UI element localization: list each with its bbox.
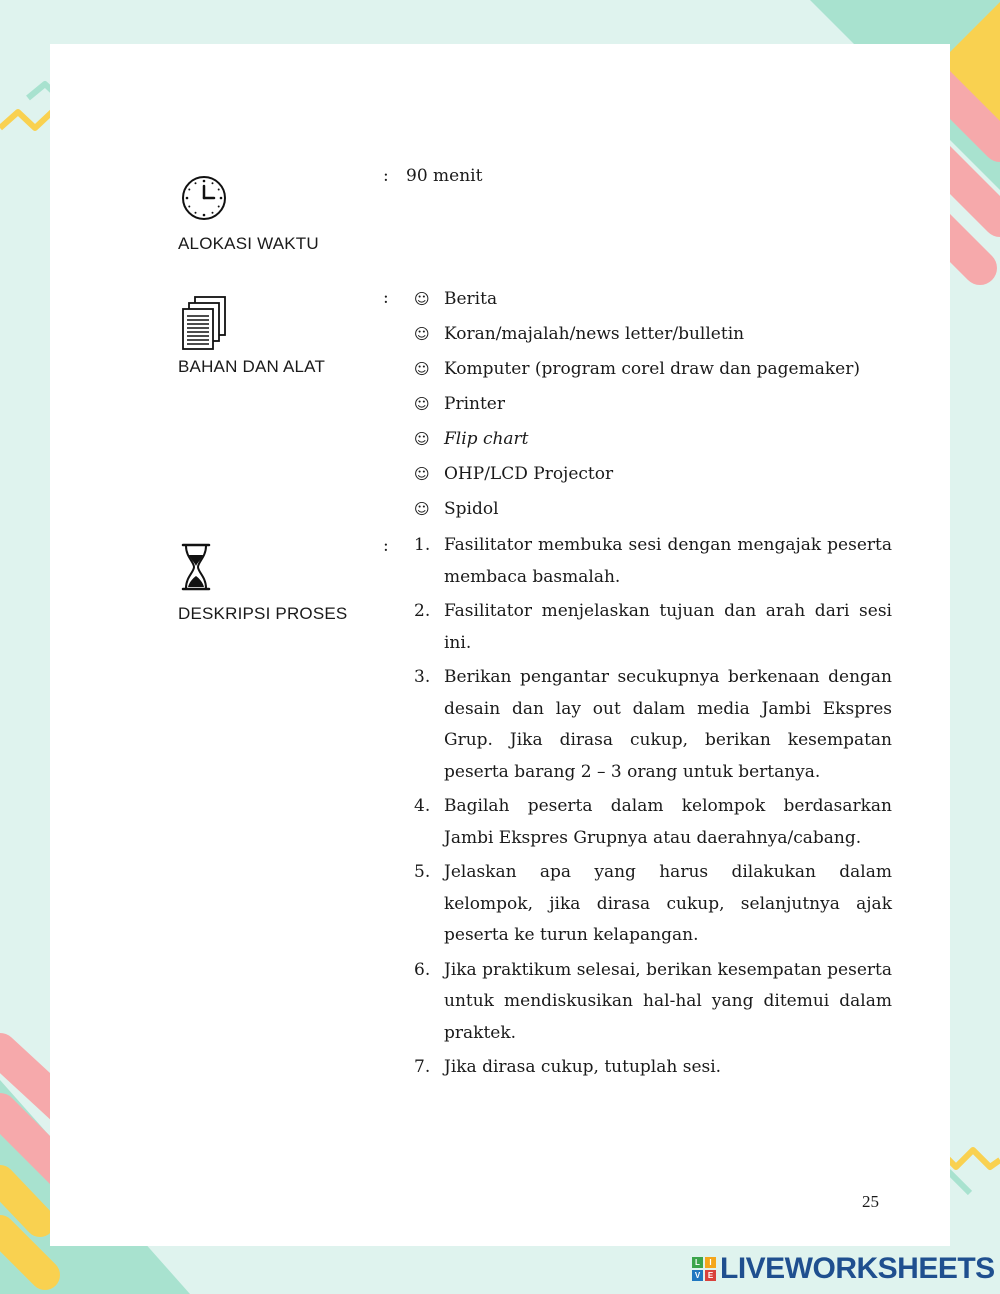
list-item bbox=[414, 596, 892, 659]
smiley-bullet-icon: ☺ bbox=[414, 430, 430, 448]
bahan-list bbox=[414, 288, 894, 533]
bahan-item: OHP/LCD Projector bbox=[444, 464, 614, 484]
bahan-item: Berita bbox=[444, 289, 498, 309]
bahan-item: Komputer (program corel draw dan pagemaker) bbox=[444, 359, 860, 379]
step-text: Fasilitator membuka sesi dengan mengajak peserta membaca basmalah. bbox=[444, 535, 892, 587]
list-item bbox=[414, 662, 892, 788]
bahan-colon: : bbox=[383, 288, 389, 308]
deskripsi-colon: : bbox=[383, 536, 389, 556]
liveworksheets-logo[interactable] bbox=[692, 1252, 995, 1286]
step-number: 1. bbox=[414, 535, 431, 555]
logo-letter: V bbox=[692, 1270, 703, 1281]
alokasi-value: 90 menit bbox=[406, 166, 483, 186]
step-number: 7. bbox=[414, 1057, 431, 1077]
step-number: 3. bbox=[414, 667, 431, 687]
list-item bbox=[414, 358, 894, 393]
logo-letter: L bbox=[692, 1257, 703, 1268]
liveworksheets-logo-icon bbox=[692, 1257, 716, 1281]
smiley-bullet-icon: ☺ bbox=[414, 465, 430, 483]
logo-letter: E bbox=[705, 1270, 716, 1281]
bahan-item: Spidol bbox=[444, 499, 499, 519]
bahan-item: Flip chart bbox=[444, 429, 529, 449]
list-item bbox=[414, 323, 894, 358]
list-item bbox=[414, 955, 892, 1050]
list-item bbox=[414, 530, 892, 593]
step-number: 6. bbox=[414, 959, 431, 980]
list-item bbox=[414, 428, 894, 463]
list-item bbox=[414, 498, 894, 533]
list-item bbox=[414, 393, 894, 428]
smiley-bullet-icon: ☺ bbox=[414, 290, 430, 308]
smiley-bullet-icon: ☺ bbox=[414, 360, 430, 378]
step-text: Berikan pengantar secukupnya berkenaan dengan desain dan lay out dalam media Jambi Ekspres Grup. Jika dirasa cukup, berikan kesempatan peserta barang 2 – 3 orang untuk bertanya. bbox=[444, 667, 892, 782]
bahan-item: Koran/majalah/news letter/bulletin bbox=[444, 324, 745, 344]
step-number: 5. bbox=[414, 862, 431, 882]
deskripsi-proses-label: DESKRIPSI PROSES bbox=[178, 604, 348, 623]
list-item bbox=[414, 463, 894, 498]
list-item bbox=[414, 791, 892, 854]
step-text: Jika dirasa cukup, tutuplah sesi. bbox=[444, 1057, 722, 1077]
logo-letter: I bbox=[705, 1257, 716, 1268]
list-item bbox=[414, 857, 892, 952]
liveworksheets-wordmark: LIVEWORKSHEETS bbox=[720, 1252, 995, 1285]
list-item bbox=[414, 288, 894, 323]
step-text: Jelaskan apa yang harus dilakukan dalam kelompok, jika dirasa cukup, selanjutnya ajak peserta ke turun kelapangan. bbox=[444, 862, 892, 945]
smiley-bullet-icon: ☺ bbox=[414, 395, 430, 413]
clock-icon bbox=[180, 174, 228, 222]
step-text: Bagilah peserta dalam kelompok berdasarkan Jambi Ekspres Grupnya atau daerahnya/cabang. bbox=[444, 796, 892, 848]
bahan-item: Printer bbox=[444, 394, 505, 414]
list-item bbox=[414, 1052, 892, 1084]
deskripsi-steps bbox=[414, 530, 892, 1087]
smiley-bullet-icon: ☺ bbox=[414, 500, 430, 518]
page-number: 25 bbox=[862, 1192, 879, 1211]
hourglass-icon bbox=[181, 543, 211, 591]
smiley-bullet-icon: ☺ bbox=[414, 325, 430, 343]
step-text: Fasilitator menjelaskan tujuan dan arah dari sesi ini. bbox=[444, 601, 892, 653]
step-number: 2. bbox=[414, 601, 431, 621]
step-text: Jika praktikum selesai, berikan kesempatan peserta untuk mendiskusikan hal-hal yang ditemui dalam praktek. bbox=[444, 959, 892, 1043]
alokasi-colon: : bbox=[383, 166, 389, 186]
documents-icon bbox=[181, 296, 229, 352]
step-number: 4. bbox=[414, 796, 431, 816]
alokasi-waktu-label: ALOKASI WAKTU bbox=[178, 234, 319, 253]
bahan-dan-alat-label: BAHAN DAN ALAT bbox=[178, 357, 326, 376]
